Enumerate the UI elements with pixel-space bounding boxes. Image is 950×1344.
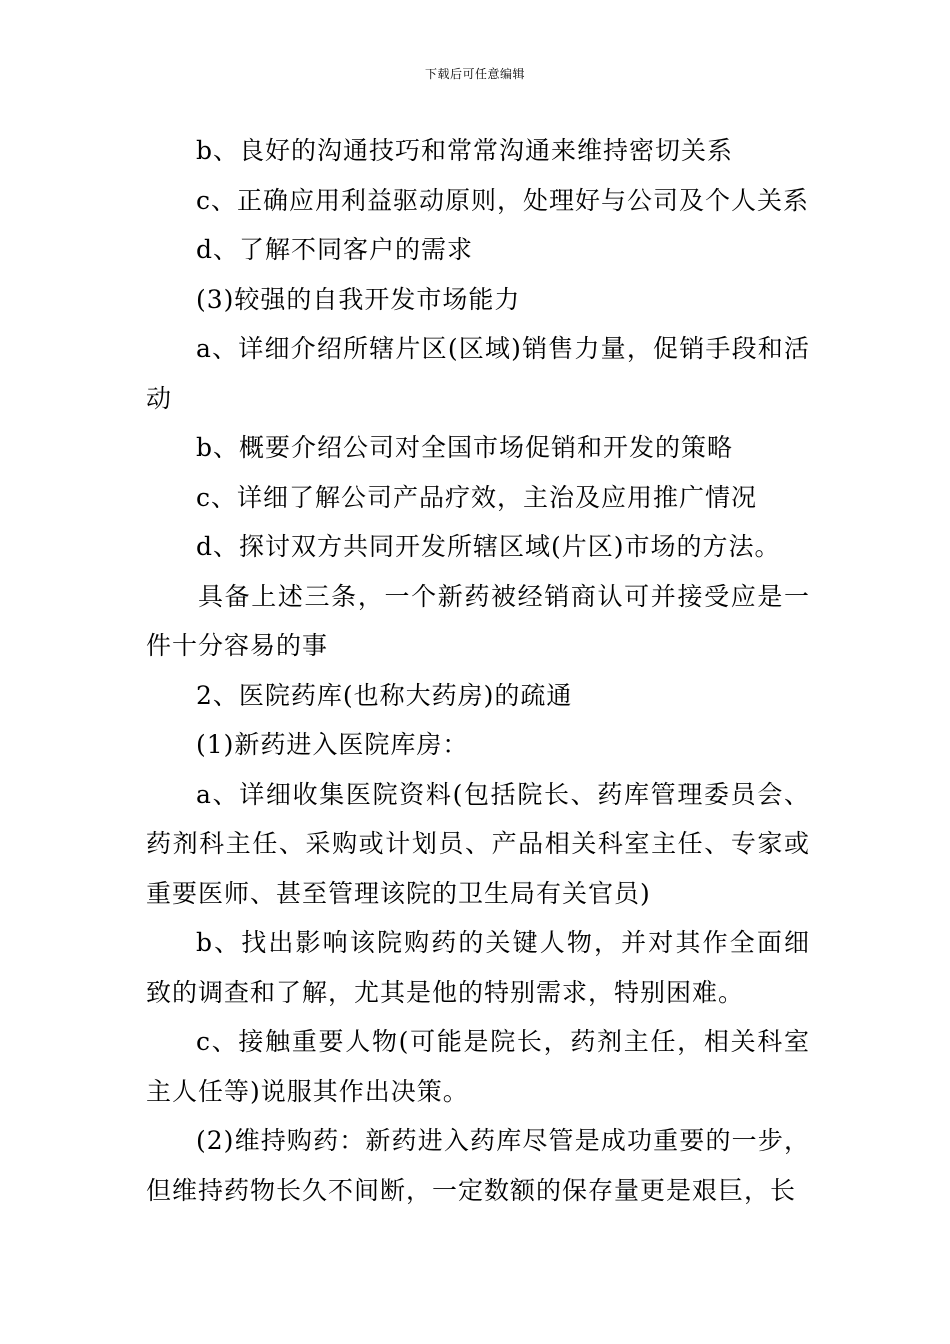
document-body [146, 126, 810, 1215]
paragraph: d、探讨双方共同开发所辖区域(片区)市场的方法。 [196, 532, 781, 561]
paragraph: b、良好的沟通技巧和常常沟通来维持密切关系 [196, 136, 734, 165]
paragraph: c、正确应用利益驱动原则，处理好与公司及个人关系 [196, 185, 810, 215]
section-heading: (1)新药进入医院库房： [196, 730, 469, 759]
paragraph: a、详细介绍所辖片区(区域)销售力量，促销手段和活动 [146, 334, 810, 413]
page-header: 下载后可任意编辑 [424, 67, 525, 81]
paragraph: d、了解不同客户的需求 [196, 235, 474, 264]
paragraph: 具备上述三条，一个新药被经销商认可并接受应是一件十分容易的事 [146, 581, 810, 660]
section-heading: (3)较强的自我开发市场能力 [196, 284, 521, 314]
paragraph: b、概要介绍公司对全国市场促销和开发的策略 [196, 433, 734, 462]
paragraph: b、找出影响该院购药的关键人物，并对其作全面细致的调查和了解，尤其是他的特别需求，特别困难。 [146, 928, 810, 1007]
section-heading: 2、医院药库(也称大药房)的疏通 [196, 680, 573, 710]
paragraph: c、详细了解公司产品疗效，主治及应用推广情况 [196, 482, 758, 512]
paragraph: (2)维持购药：新药进入药库尽管是成功重要的一步，但维持药物长久不间断，一定数额的保存量更是艰巨，长 [146, 1126, 810, 1205]
paragraph: a、详细收集医院资料(包括院长、药库管理委员会、药剂科主任、采购或计划员、产品相关科室主任、专家或重要医师、甚至管理该院的卫生局有关官员) [146, 779, 810, 908]
paragraph: c、接触重要人物(可能是院长，药剂主任，相关科室主人任等)说服其作出决策。 [146, 1027, 810, 1106]
